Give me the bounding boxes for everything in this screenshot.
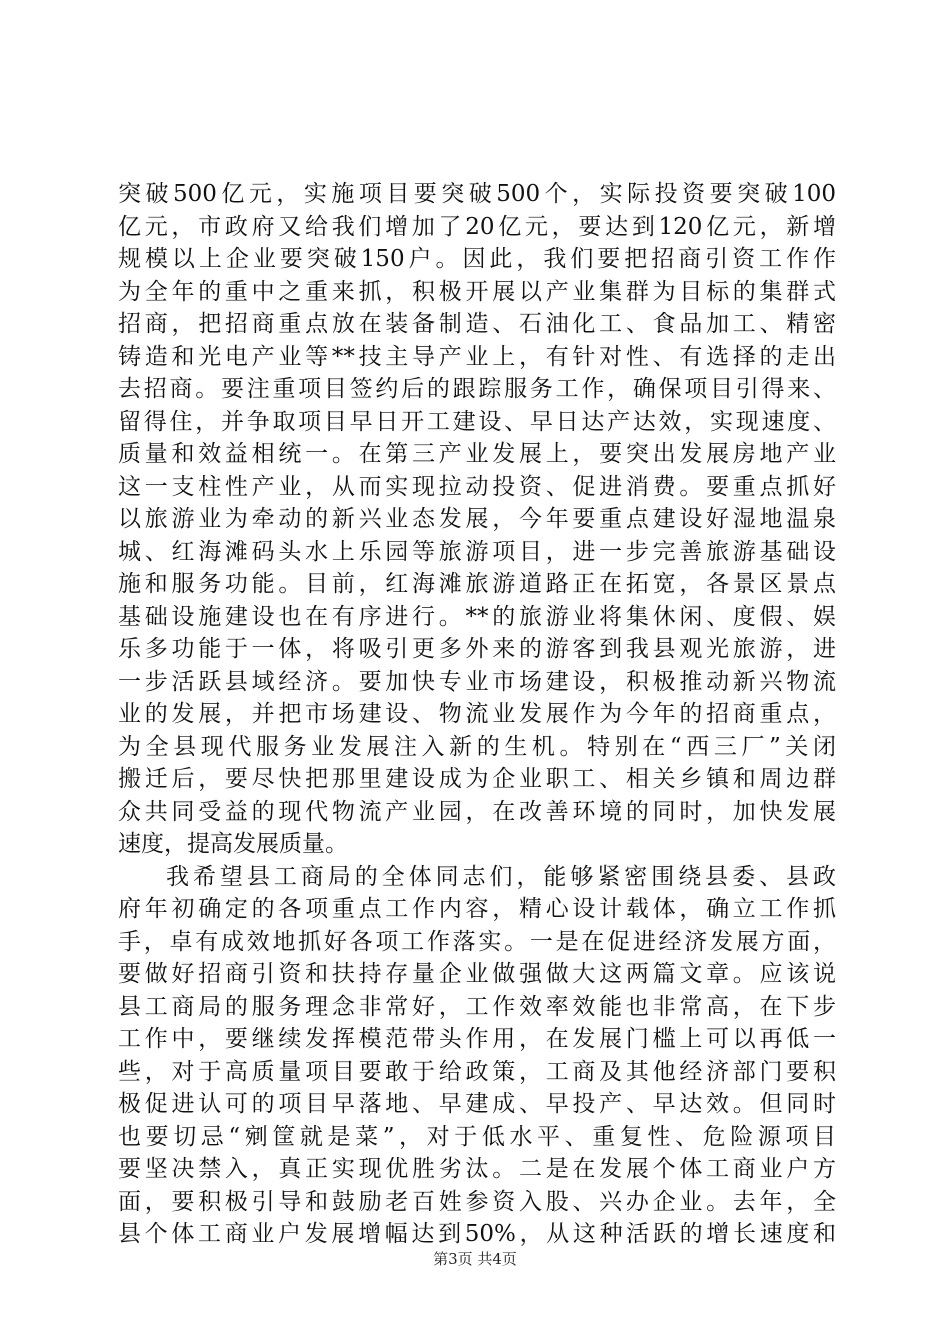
text-line: 规模以上企业要突破150户。因此，我们要把招商引资工作作 — [118, 246, 836, 272]
text-line: 搬迁后，要尽快把那里建设成为企业职工、相关乡镇和周边群 — [118, 766, 836, 792]
text-line: 极促进认可的项目早落地、早建成、早投产、早达效。但同时 — [118, 1091, 836, 1117]
text-line: 亿元，市政府又给我们增加了20亿元，要达到120亿元，新增 — [118, 213, 836, 240]
text-line: 也要切忌“剜筐就是菜”，对于低水平、重复性、危险源项目 — [118, 1123, 836, 1150]
text-line: 众共同受益的现代物流产业园，在改善环境的同时，加快发展 — [118, 798, 836, 825]
text-line: 以旅游业为牵动的新兴业态发展，今年要重点建设好湿地温泉 — [118, 506, 836, 532]
text-line: 招商，把招商重点放在装备制造、石油化工、食品加工、精密 — [118, 311, 836, 337]
text-line: 要坚决禁入，真正实现优胜劣汰。二是在发展个体工商业户方 — [118, 1156, 836, 1182]
text-line: 这一支柱性产业，从而实现拉动投资、促进消费。要重点抓好 — [118, 473, 836, 500]
text-line: 县个体工商业户发展增幅达到50%，从这种活跃的增长速度和 — [118, 1221, 836, 1247]
text-line: 我希望县工商局的全体同志们，能够紧密围绕县委、县政 — [166, 863, 836, 890]
text-line: 去招商。要注重项目签约后的跟踪服务工作，确保项目引得来、 — [118, 376, 836, 402]
paragraph-1 — [118, 178, 836, 861]
text-line: 基础设施建设也在有序进行。**的旅游业将集休闲、度假、娱 — [118, 603, 836, 630]
text-line: 城、红海滩码头水上乐园等旅游项目，进一步完善旅游基础设 — [118, 538, 836, 565]
text-line: 一步活跃县域经济。要加快专业市场建设，积极推动新兴物流 — [118, 668, 836, 695]
document-body — [118, 178, 836, 1251]
text-line: 乐多功能于一体，将吸引更多外来的游客到我县观光旅游，进 — [118, 636, 836, 662]
text-line: 县工商局的服务理念非常好，工作效率效能也非常高，在下步 — [118, 993, 836, 1020]
text-line: 为全年的重中之重来抓，积极开展以产业集群为目标的集群式 — [118, 278, 836, 305]
text-line: 面，要积极引导和鼓励老百姓参资入股、兴办企业。去年，全 — [118, 1188, 836, 1215]
text-line: 速度，提高发展质量。 — [118, 831, 348, 857]
text-line: 要做好招商引资和扶持存量企业做强做大这两篇文章。应该说 — [118, 961, 836, 987]
text-line: 质量和效益相统一。在第三产业发展上，要突出发展房地产业 — [118, 441, 836, 467]
paragraph-2 — [118, 861, 836, 1251]
text-line: 工作中，要继续发挥模范带头作用，在发展门槛上可以再低一 — [118, 1026, 836, 1052]
page-number-footer: 第3页 共4页 — [433, 1250, 517, 1268]
text-line: 铸造和光电产业等**技主导产业上，有针对性、有选择的走出 — [118, 343, 836, 370]
text-line: 施和服务功能。目前，红海滩旅游道路正在拓宽，各景区景点 — [118, 571, 836, 597]
text-line: 些，对于高质量项目要敢于给政策，工商及其他经济部门要积 — [118, 1058, 836, 1085]
text-line: 府年初确定的各项重点工作内容，精心设计载体，确立工作抓 — [118, 896, 836, 922]
text-line: 业的发展，并把市场建设、物流业发展作为今年的招商重点， — [118, 701, 836, 727]
text-line: 为全县现代服务业发展注入新的生机。特别在“西三厂”关闭 — [118, 733, 836, 760]
text-line: 手，卓有成效地抓好各项工作落实。一是在促进经济发展方面， — [118, 928, 836, 955]
text-line: 突破500亿元，实施项目要突破500个，实际投资要突破100 — [118, 181, 836, 207]
text-line: 留得住，并争取项目早日开工建设、早日达产达效，实现速度、 — [118, 408, 836, 435]
